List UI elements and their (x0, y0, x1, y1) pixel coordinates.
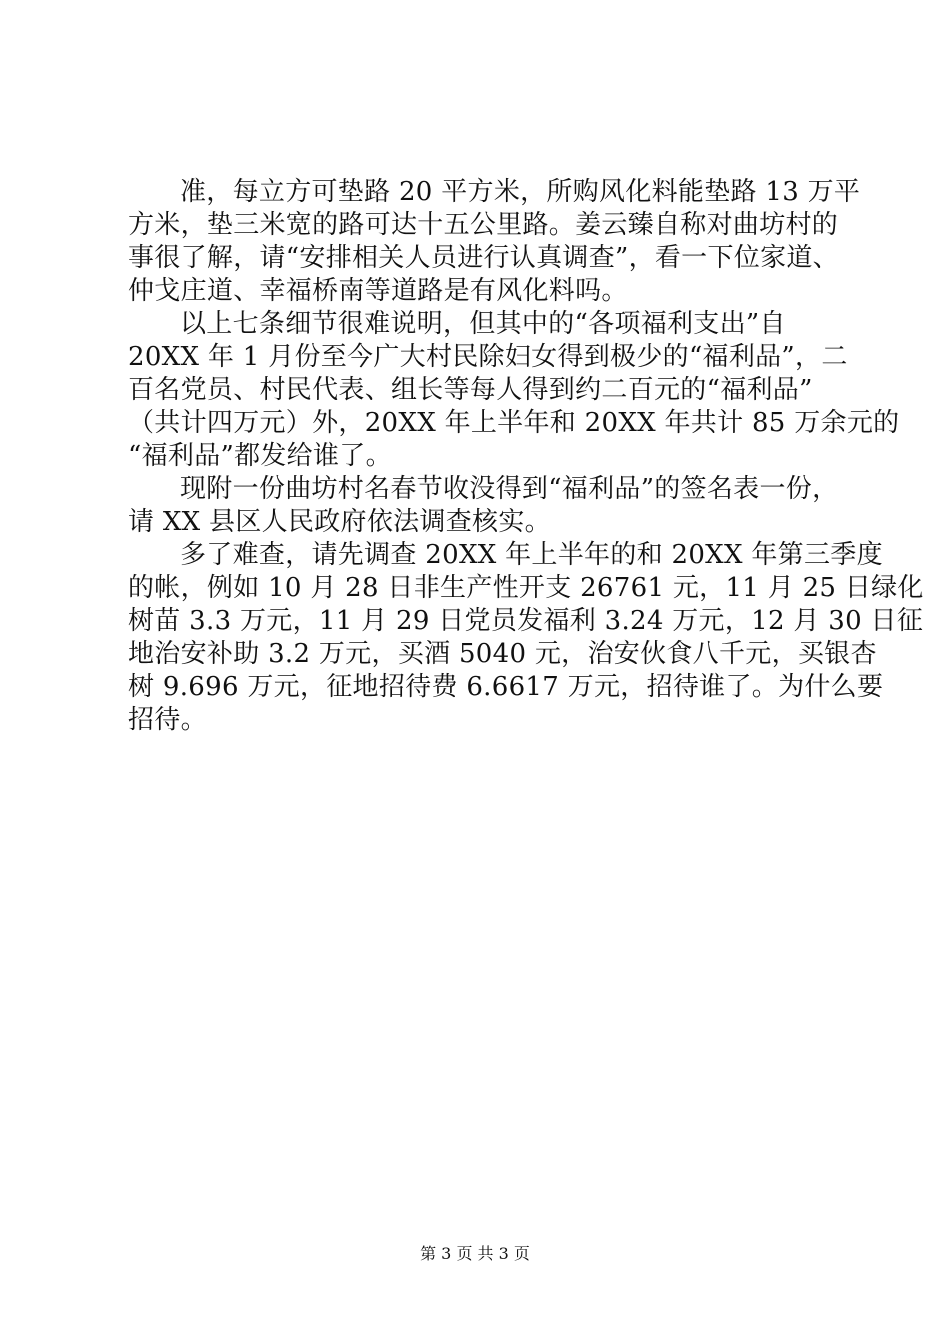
paragraph-2 (128, 308, 900, 473)
text-line: 地治安补助 3.2 万元，买酒 5040 元，治安伙食八千元，买银杏 (128, 639, 877, 669)
paragraph-4 (128, 539, 924, 737)
text-line: 招待。 (128, 705, 207, 735)
text-line: 多了难查，请先调查 20XX 年上半年的和 20XX 年第三季度 (180, 540, 883, 570)
paragraph-3 (128, 473, 840, 539)
text-line: 百名党员、村民代表、组长等每人得到约二百元的“福利品” (128, 375, 813, 405)
text-line: 事很了解，请“安排相关人员进行认真调查”，看一下位家道、 (128, 243, 839, 273)
text-line: 20XX 年 1 月份至今广大村民除妇女得到极少的“福利品”，二 (128, 342, 848, 372)
text-line: 仲戈庄道、幸福桥南等道路是有风化料吗。 (128, 276, 628, 306)
text-line: （共计四万元）外，20XX 年上半年和 20XX 年共计 85 万余元的 (128, 408, 900, 438)
text-line: “福利品”都发给谁了。 (128, 441, 392, 471)
text-line: 准，每立方可垫路 20 平方米，所购风化料能垫路 13 万平 (180, 177, 861, 207)
document-body (128, 176, 924, 737)
paragraph-1 (128, 176, 861, 308)
text-line: 的帐，例如 10 月 28 日非生产性开支 26761 元，11 月 25 日绿化 (128, 573, 924, 603)
text-line: 以上七条细节很难说明，但其中的“各项福利支出”自 (180, 309, 786, 339)
text-line: 方米，垫三米宽的路可达十五公里路。姜云臻自称对曲坊村的 (128, 210, 839, 240)
text-line: 请 XX 县区人民政府依法调查核实。 (128, 507, 551, 537)
text-line: 树苗 3.3 万元，11 月 29 日党员发福利 3.24 万元，12 月 30 日征 (128, 606, 924, 636)
page-number-footer: 第 3 页 共 3 页 (420, 1244, 530, 1263)
text-line: 现附一份曲坊村名春节收没得到“福利品”的签名表一份， (180, 474, 839, 504)
text-line: 树 9.696 万元，征地招待费 6.6617 万元，招待谁了。为什么要 (128, 672, 884, 702)
